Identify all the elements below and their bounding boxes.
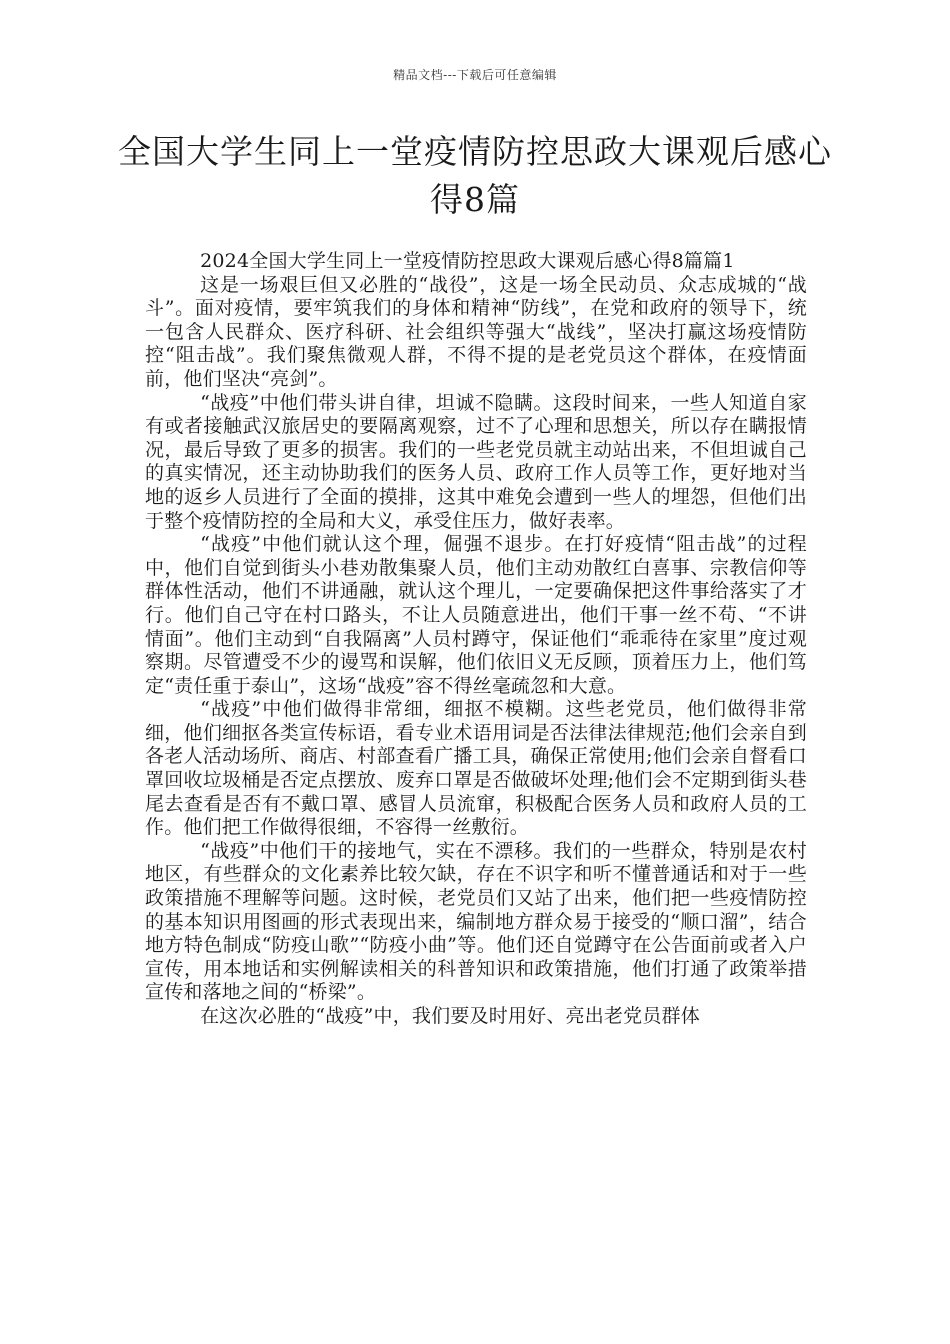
body-paragraph: 这是一场艰巨但又必胜的“战役”，这是一场全民动员、众志成城的“战斗”。面对疫情，要牢筑我们的身体和精神“防线”，在党和政府的领导下，统一包含人民群众、医疗科研、社会组织等强大“战线”，坚决打赢这场疫情防控“阻击战”。我们聚焦微观人群，不得不提的是老党员这个群体，在疫情面前，他们坚决“亮剑”。 — [145, 273, 807, 390]
body-paragraph: 在这次必胜的“战疫”中，我们要及时用好、亮出老党员群体 — [200, 1005, 700, 1027]
body-paragraph: “战疫”中他们干的接地气，实在不漂移。我们的一些群众，特别是农村地区，有些群众的文化素养比较欠缺，存在不识字和听不懂普通话和对于一些政策措施不理解等问题。这时候，老党员们又站了出来，他们把一些疫情防控的基本知识用图画的形式表现出来，编制地方群众易于接受的“顺口溜”，结合地方特色制成“防疫山歌”“防疫小曲”等。他们还自觉蹲守在公告面前或者入户宣传，用本地话和实例解读相关的科普知识和政策措施，他们打通了政策举措宣传和落地之间的“桥梁”。 — [145, 839, 807, 1004]
body-paragraph: “战疫”中他们就认这个理，倔强不退步。在打好疫情“阻击战”的过程中，他们自觉到街头小巷劝散集聚人员，他们主动劝散红白喜事、宗教信仰等群体性活动，他们不讲通融，就认这个理儿，一定要确保把这件事给落实了才行。他们自己守在村口路头，不让人员随意进出，他们干事一丝不苟、“不讲情面”。他们主动到“自我隔离”人员村蹲守，保证他们“乖乖待在家里”度过观察期。尽管遭受不少的谩骂和误解，他们依旧义无反顾，顶着压力上，他们笃定“责任重于泰山”，这场“战疫”容不得丝毫疏忽和大意。 — [145, 533, 807, 697]
section-heading: 2024全国大学生同上一堂疫情防控思政大课观后感心得8篇篇1 — [200, 250, 735, 272]
document-title: 全国大学生同上一堂疫情防控思政大课观后感心得8篇 — [118, 132, 832, 219]
body-paragraph: “战疫”中他们做得非常细，细抠不模糊。这些老党员，他们做得非常细，他们细抠各类宣传标语，看专业术语用词是否法律法律规范;他们会亲自到各老人活动场所、商店、村部查看广播工具，确保正常使用;他们会亲自督看口罩回收垃圾桶是否定点摆放、废弃口罩是否做破坏处理;他们会不定期到街头巷尾去查看是否有不戴口罩、感冒人员流窜，积极配合医务人员和政府人员的工作。他们把工作做得很细，不容得一丝敷衍。 — [145, 698, 807, 839]
document-body — [145, 250, 807, 1029]
body-paragraph: “战疫”中他们带头讲自律，坦诚不隐瞒。这段时间来，一些人知道自家有或者接触武汉旅居史的要隔离观察，过不了心理和思想关，所以存在瞒报情况，最后导致了更多的损害。我们的一些老党员就主动站出来，不但坦诚自己的真实情况，还主动协助我们的医务人员、政府工作人员等工作，更好地对当地的返乡人员进行了全面的摸排，这其中难免会遭到一些人的埋怨，但他们出于整个疫情防控的全局和大义，承受住压力，做好表率。 — [145, 391, 807, 532]
page-header-note: 精品文档---下载后可任意编辑 — [393, 68, 557, 82]
